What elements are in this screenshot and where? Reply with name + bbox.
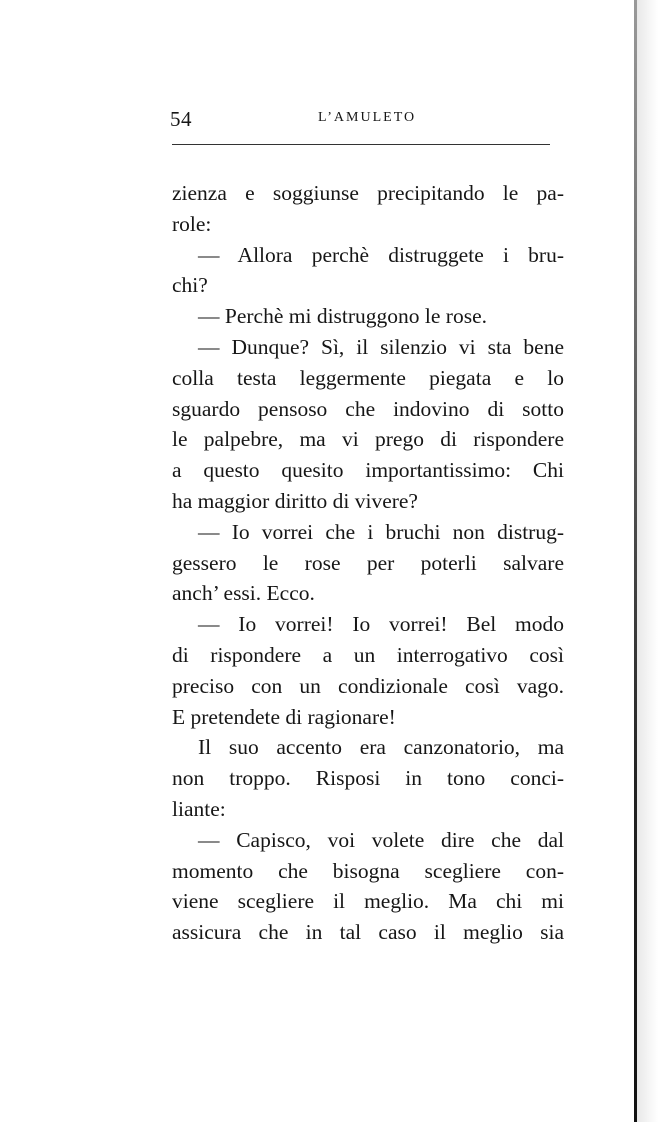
header-rule — [172, 144, 550, 145]
text-line: ha maggior diritto di vivere? — [172, 488, 418, 513]
text-line: anch’ essi. Ecco. — [172, 581, 315, 606]
text-line: le palpebre, ma vi prego di rispondere — [172, 427, 564, 452]
text-line: momento che bisogna scegliere con- — [172, 858, 564, 883]
text-line: a questo quesito importantissimo: Chi — [172, 458, 564, 483]
page-edge-border — [634, 0, 637, 1122]
text-line: assicura che in tal caso il meglio sia — [172, 920, 564, 945]
text-line: viene scegliere il meglio. Ma chi mi — [172, 889, 564, 914]
text-line: Il suo accento era canzonatorio, ma — [198, 735, 564, 760]
page-number: 54 — [170, 107, 192, 131]
text-line: E pretendete di ragionare! — [172, 704, 396, 729]
text-line: di rispondere a un interrogativo così — [172, 642, 564, 667]
text-line: — Perchè mi distruggono le rose. — [198, 304, 488, 329]
text-line: — Io vorrei che i bruchi non distrug- — [198, 519, 564, 544]
text-line: liante: — [172, 796, 226, 821]
text-line: preciso con un condizionale così vago. — [172, 673, 564, 698]
text-line: — Io vorrei! Io vorrei! Bel modo — [198, 612, 564, 637]
text-line: zienza e soggiunse precipitando le pa- — [172, 181, 564, 205]
text-line: non troppo. Risposi in tono conci- — [172, 766, 564, 791]
text-line: — Capisco, voi volete dire che dal — [198, 827, 564, 852]
text-line: chi? — [172, 273, 208, 298]
running-title: L’AMULETO — [318, 110, 417, 125]
page-edge-shadow — [637, 0, 658, 1122]
body-text — [172, 178, 564, 948]
text-line: — Dunque? Sì, il silenzio vi sta bene — [198, 334, 564, 359]
text-line: sguardo pensoso che indovino di sotto — [172, 396, 564, 421]
text-line: colla testa leggermente piegata e lo — [172, 365, 564, 390]
text-line: role: — [172, 211, 212, 236]
text-line: — Allora perchè distruggete i bru- — [198, 242, 564, 267]
text-line: gessero le rose per poterli salvare — [172, 550, 564, 575]
